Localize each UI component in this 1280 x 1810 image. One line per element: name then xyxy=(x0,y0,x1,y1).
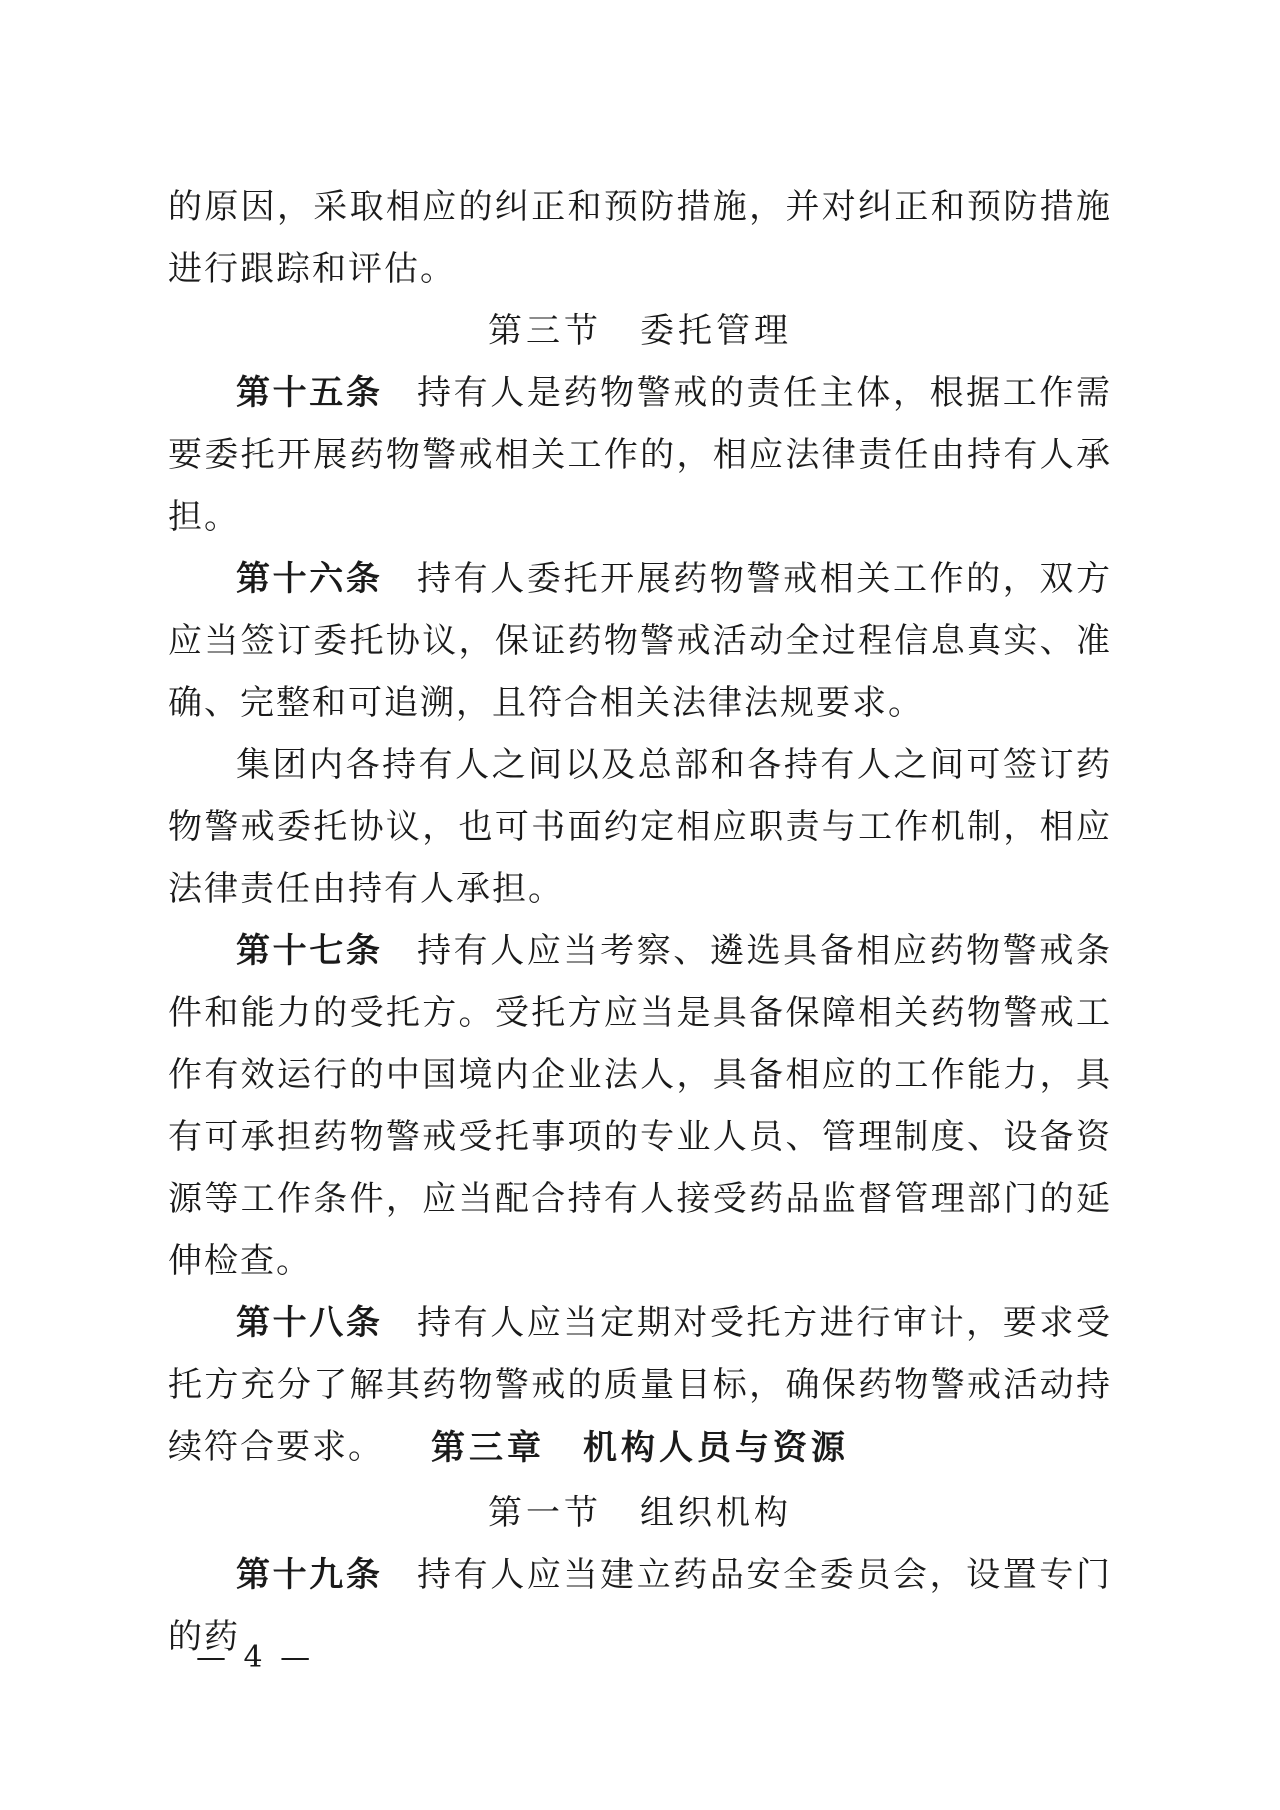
top-text-block xyxy=(168,176,1112,1478)
article-18-text: 持有人应当定期对受托方进行审计，要求受托方充分了解其药物警戒的质量目标，确保药物警戒活动持续符合要求。 xyxy=(168,1303,1113,1467)
article-16-paragraph-2: 集团内各持有人之间以及总部和各持有人之间可签订药物警戒委托协议，也可书面约定相应职责与工作机制，相应法律责任由持有人承担。 xyxy=(168,745,1112,909)
chapter-heading: 第三章 机构人员与资源 xyxy=(431,1428,849,1468)
page-number: — 4 — xyxy=(196,1640,315,1675)
article-19-text: 持有人应当建立药品安全委员会，设置专门的药 xyxy=(168,1555,1113,1657)
article-15 xyxy=(168,362,1112,548)
article-17-number: 第十七条 xyxy=(236,931,383,971)
article-16-number: 第十六条 xyxy=(236,559,383,599)
article-17 xyxy=(168,920,1112,1292)
article-18-number: 第十八条 xyxy=(236,1303,383,1343)
article-16 xyxy=(168,548,1112,734)
article-15-text: 持有人是药物警戒的责任主体，根据工作需要委托开展药物警戒相关工作的，相应法律责任由持有人承担。 xyxy=(168,373,1113,537)
article-16-text: 持有人委托开展药物警戒相关工作的，双方应当签订委托协议，保证药物警戒活动全过程信息真实、准确、完整和可追溯，且符合相关法律法规要求。 xyxy=(168,559,1113,723)
article-15-number: 第十五条 xyxy=(236,373,383,413)
section-heading-entrusted-management: 第三节 委托管理 xyxy=(488,311,792,351)
section-heading-organization: 第一节 组织机构 xyxy=(488,1493,792,1533)
article-19-number: 第十九条 xyxy=(236,1555,383,1595)
continuation-paragraph: 的原因，采取相应的纠正和预防措施，并对纠正和预防措施进行跟踪和评估。 xyxy=(168,187,1112,289)
article-17-text: 持有人应当考察、遴选具备相应药物警戒条件和能力的受托方。受托方应当是具备保障相关药物警戒工作有效运行的中国境内企业法人，具备相应的工作能力，具有可承担药物警戒受托事项的专业人员、管理制度、设备资源等工作条件，应当配合持有人接受药品监督管理部门的延伸检查。 xyxy=(168,931,1113,1281)
